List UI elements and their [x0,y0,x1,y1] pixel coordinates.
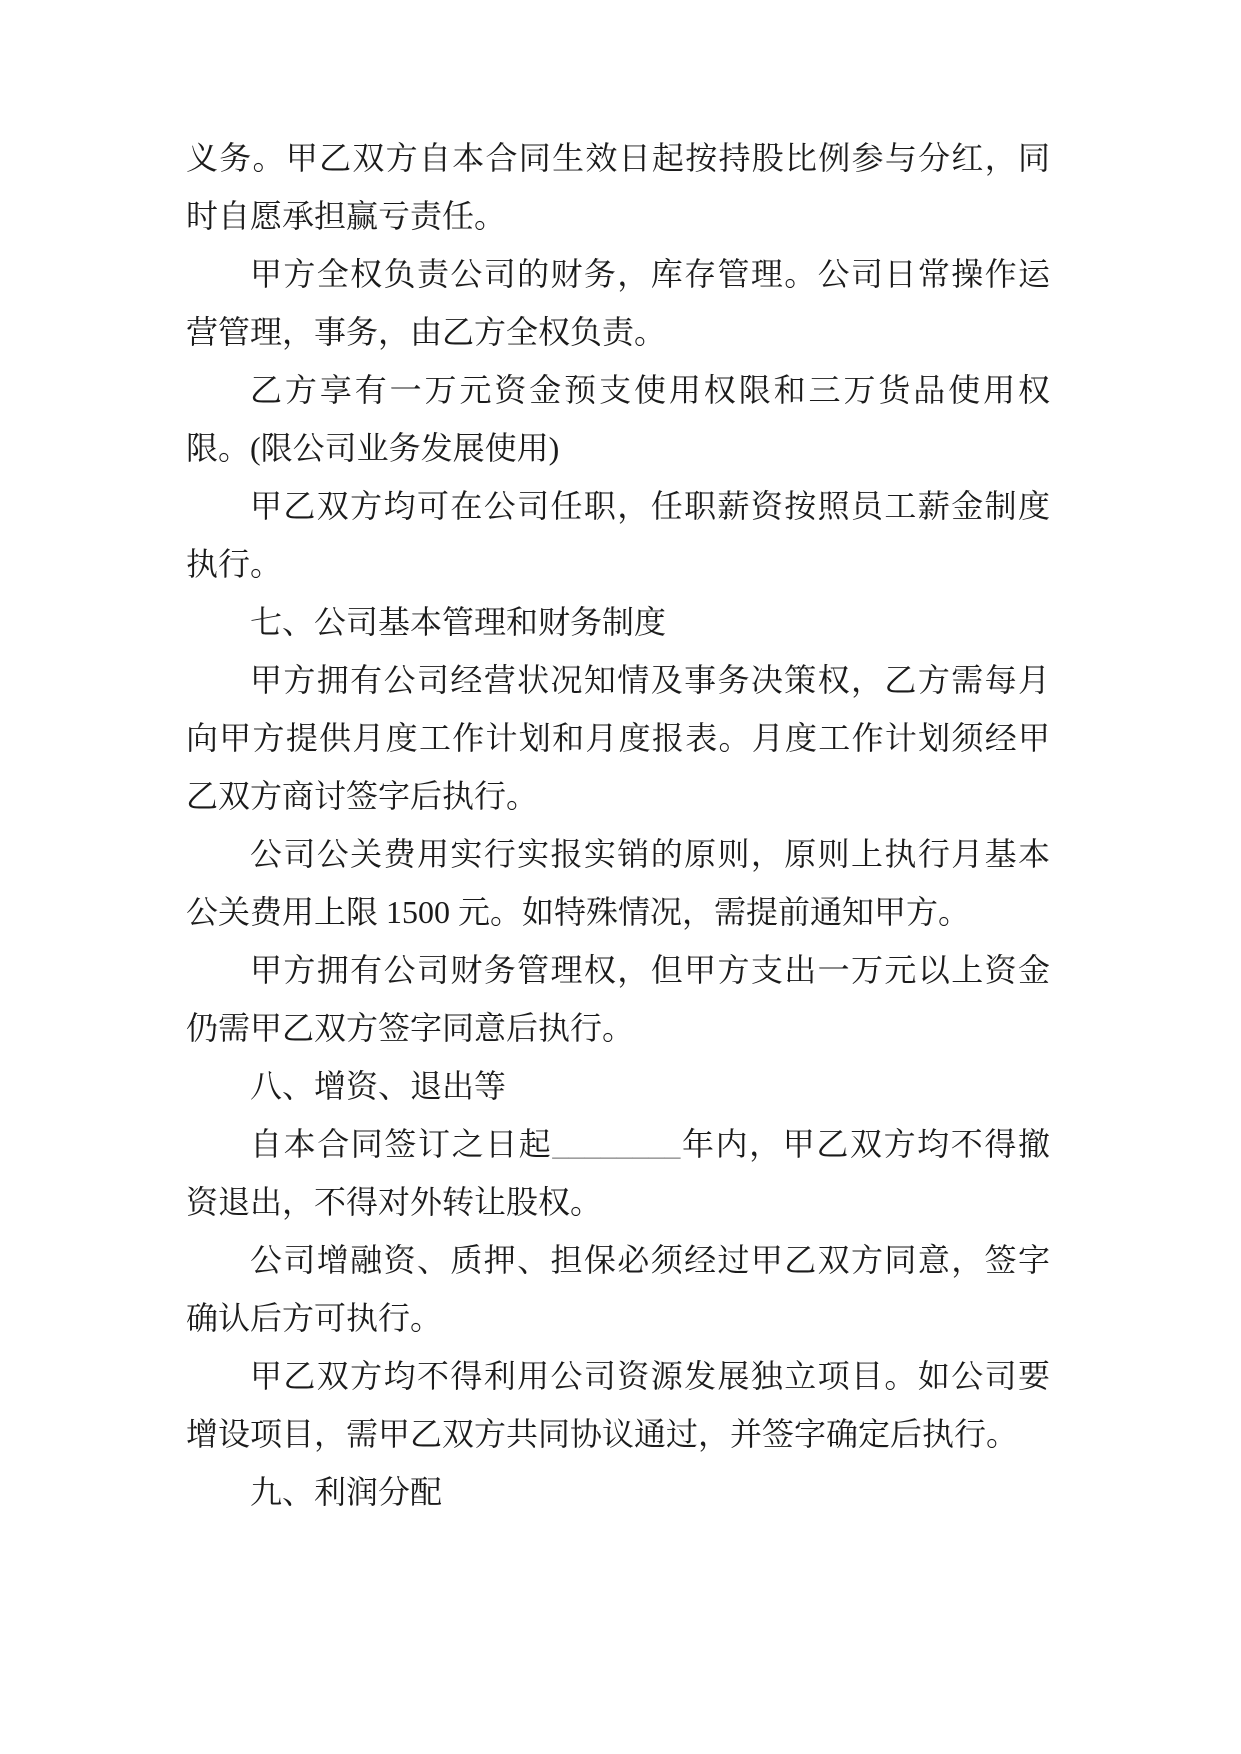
text-line: 确认后方可执行。 [186,1300,443,1336]
paragraph [186,245,1050,361]
text-segment: 年内，甲乙双方均不得撤 [680,1126,1050,1162]
text-line: 八、增资、退出等 [250,1068,507,1104]
text-line: 九、利润分配 [250,1474,443,1510]
section-heading [186,1463,1050,1521]
text-line: 甲乙双方均不得利用公司资源发展独立项目。如公司要 [250,1358,1050,1394]
paragraph [186,825,1050,941]
section-heading [186,1057,1050,1115]
text-line: 向甲方提供月度工作计划和月度报表。月度工作计划须经甲 [186,720,1050,756]
text-line: 乙双方商讨签字后执行。 [186,778,539,814]
text-line: 义务。甲乙双方自本合同生效日起按持股比例参与分红，同 [186,140,1050,176]
text-line: 甲方拥有公司财务管理权，但甲方支出一万元以上资金 [250,952,1050,988]
text-line: 甲乙双方均可在公司任职，任职薪资按照员工薪金制度 [250,488,1050,524]
fill-in-blank: ________ [552,1126,681,1162]
paragraph [186,1231,1050,1347]
text-line: 资退出，不得对外转让股权。 [186,1184,603,1220]
text-line: 七、公司基本管理和财务制度 [250,604,667,640]
paragraph [186,651,1050,825]
paragraph [186,129,1050,245]
paragraph [186,477,1050,593]
text-line: 甲方全权负责公司的财务，库存管理。公司日常操作运 [250,256,1050,292]
text-line: 公司公关费用实行实报实销的原则，原则上执行月基本 [250,836,1050,872]
text-line: 仍需甲乙双方签字同意后执行。 [186,1010,635,1046]
paragraph [186,1115,1050,1231]
text-line: 甲方拥有公司经营状况知情及事务决策权，乙方需每月 [250,662,1050,698]
text-segment: 自本合同签订之日起 [250,1126,553,1162]
text-line: 限。(限公司业务发展使用) [186,430,560,466]
contract-body [186,129,1050,1521]
text-line: 执行。 [186,546,283,582]
section-heading [186,593,1050,651]
paragraph [186,1347,1050,1463]
text-line: 公关费用上限 1500 元。如特殊情况，需提前通知甲方。 [186,894,971,930]
text-line: 公司增融资、质押、担保必须经过甲乙双方同意，签字 [250,1242,1050,1278]
text-line [186,1115,1050,1173]
text-line: 乙方享有一万元资金预支使用权限和三万货品使用权 [250,372,1050,408]
paragraph [186,941,1050,1057]
paragraph [186,361,1050,477]
text-line: 增设项目，需甲乙双方共同协议通过，并签字确定后执行。 [186,1416,1019,1452]
text-line: 时自愿承担赢亏责任。 [186,198,507,234]
text-line: 营管理，事务，由乙方全权负责。 [186,314,667,350]
